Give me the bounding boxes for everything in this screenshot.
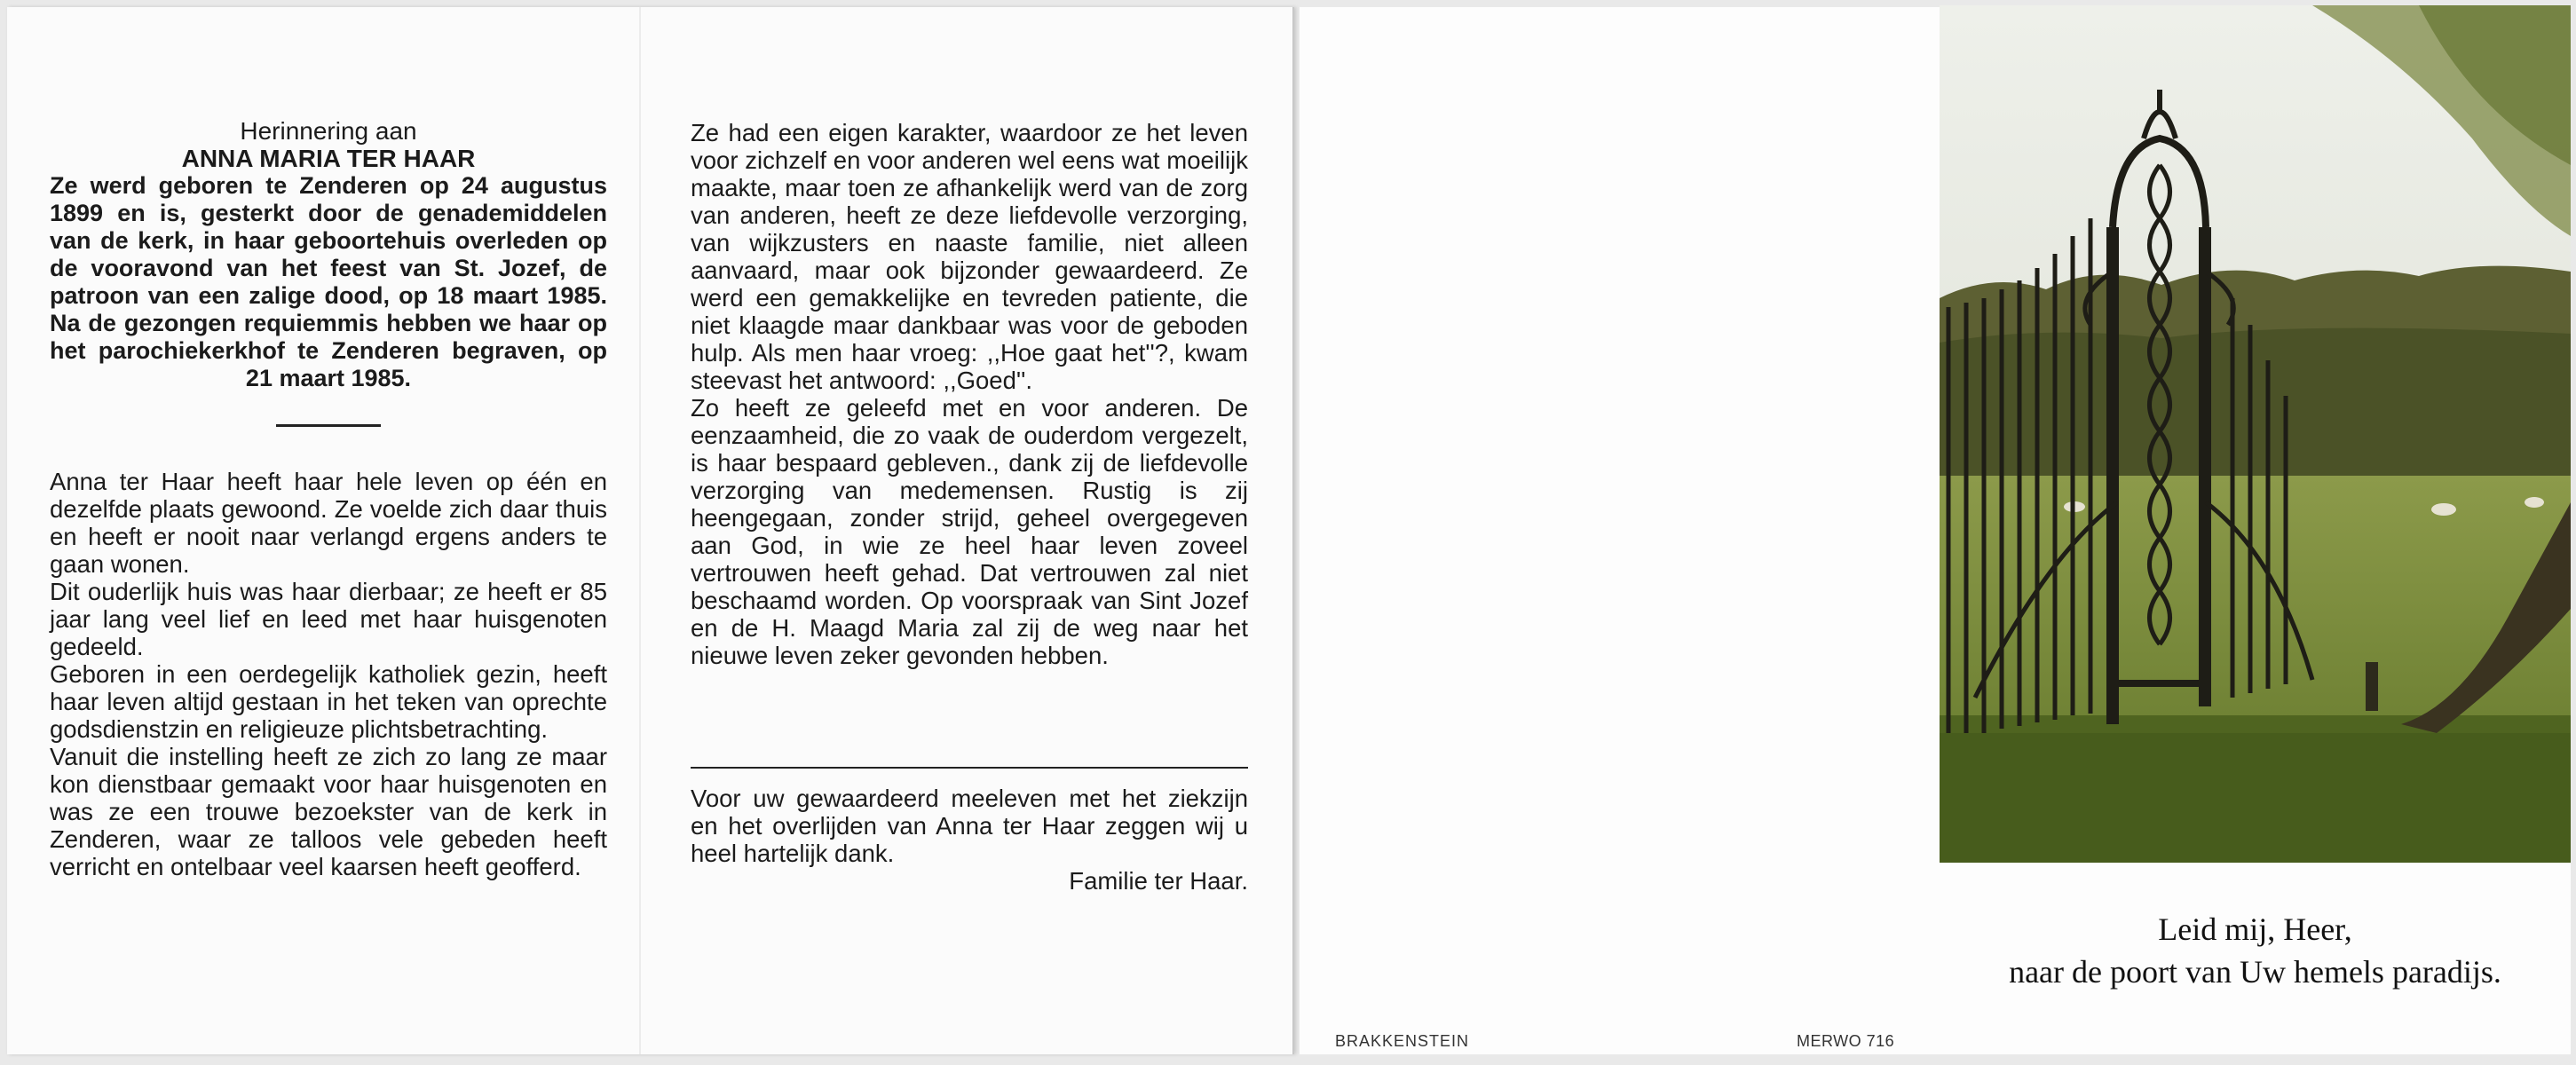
biography-paragraph: Vanuit die instelling heeft ze zich zo lang ze maar kon dienstbaar gemaakt voor haar huisgenoten en was ze een trouwe bezoekster van de kerk in Zenderen, waar ze talloos vele gebeden heeft verricht en ontelbaar veel kaarsen heeft geofferd. xyxy=(50,743,607,880)
divider xyxy=(276,424,381,427)
middle-panel xyxy=(691,119,1248,895)
prayer-caption xyxy=(1940,908,2571,993)
biography-paragraph: Geboren in een oerdegelijk katholiek gezin, heeft haar leven altijd gestaan in het teken van oprechte godsdienstzin en religieuze plichtsbetrachting. xyxy=(50,660,607,743)
biography-paragraph: Dit ouderlijk huis was haar dierbaar; ze heeft er 85 jaar lang veel lief en leed met haar huisgenoten gedeeld. xyxy=(50,578,607,660)
left-panel xyxy=(50,117,607,880)
memorial-card-inside xyxy=(7,7,1294,1054)
memorial-heading: Herinnering aan xyxy=(240,117,417,145)
divider xyxy=(691,767,1248,769)
deceased-name: ANNA MARIA TER HAAR xyxy=(181,145,476,172)
family-signature: Familie ter Haar. xyxy=(1069,867,1248,895)
print-code: MERWO 716 xyxy=(1797,1032,1895,1050)
card-fold xyxy=(639,7,641,1054)
birth-death-text: Ze werd geboren te Zenderen op 24 augustus 1899 en is, gesterkt door de genademiddelen van de kerk, in haar geboortehuis overleden op de vooravond van het feest van St. Jozef, de patroon van een zalige dood, op 18 maart 1985. Na de gezongen requiemmis hebben we haar op het parochiekerkhof te Zenderen begraven, op 21 maart 1985. xyxy=(50,172,607,391)
caption-line: Leid mij, Heer, xyxy=(2158,911,2352,947)
caption-line: naar de poort van Uw hemels paradijs. xyxy=(2009,954,2501,990)
thanks-text: Voor uw gewaardeerd meeleven met het ziekzijn en het overlijden van Anna ter Haar zeggen wij u heel hartelijk dank. xyxy=(691,785,1248,867)
biography-paragraph: Anna ter Haar heeft haar hele leven op één en dezelfde plaats gewoond. Ze voelde zich daar thuis en heeft er nooit naar verlangd ergens anders te gaan wonen. xyxy=(50,468,607,578)
memorial-card-outside xyxy=(1300,7,2571,1054)
character-paragraph: Ze had een eigen karakter, waardoor ze het leven voor zichzelf en voor anderen wel eens wat moeilijk maakte, maar toen ze afhankelijk werd van de zorg van anderen, heeft ze deze liefdevolle verzorging, van wijkzusters en naaste familie, niet alleen aanvaard, maar ook bijzonder gewaardeerd. Ze werd een gemakkelijke en tevreden patiente, die niet klaagde maar dankbaar was voor de geboden hulp. Als men haar vroeg: ,,Hoe gaat het''?, kwam steevast het antwoord: ,,Goed''. xyxy=(691,119,1248,394)
character-paragraph: Zo heeft ze geleefd met en voor anderen. De eenzaamheid, die zo vaak de ouderdom vergezelt, is haar bespaard gebleven., dank zij de liefdevolle verzorging van medemensen. Rustig is zij heengegaan, zonder strijd, geheel overgegeven aan God, in wie ze heel haar leven zoveel vertrouwen heeft gehad. Dat vertrouwen zal niet beschaamd worden. Op voorspraak van Sint Jozef en de H. Maagd Maria zal zij de weg naar het nieuwe leven zeker gevonden hebben. xyxy=(691,394,1248,669)
printer-name: BRAKKENSTEIN xyxy=(1335,1032,1470,1050)
iron-gate-photo-icon xyxy=(1940,5,2571,863)
